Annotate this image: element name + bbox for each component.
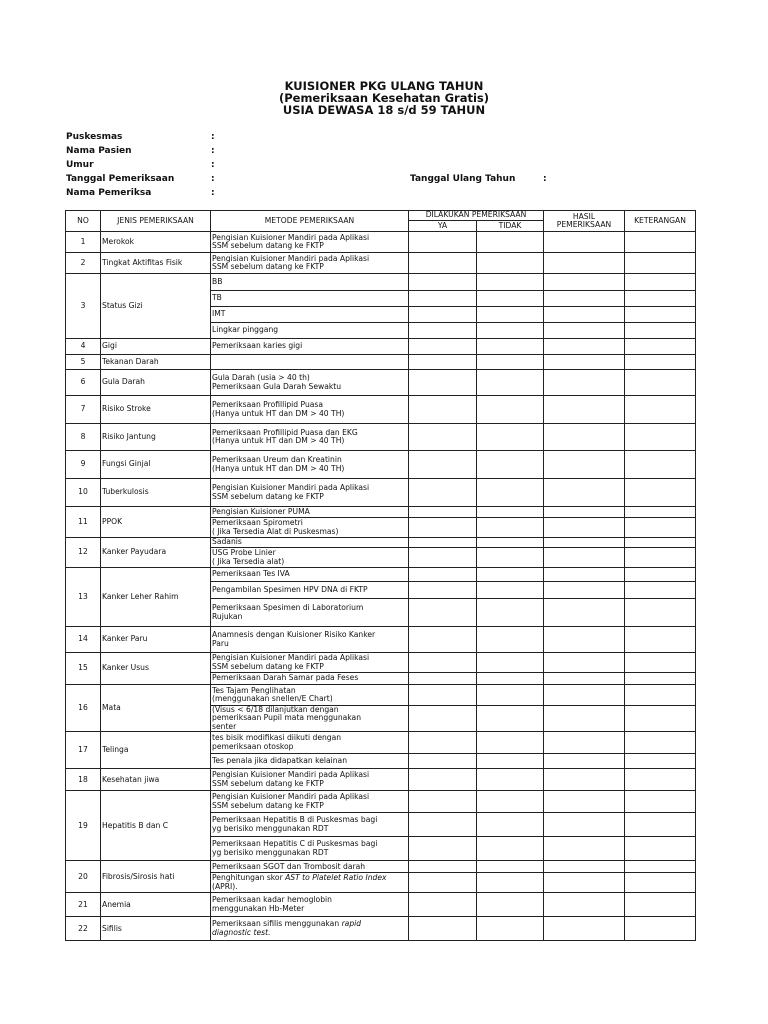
table-row xyxy=(66,627,696,653)
exam-method: Pengisian Kuisioner Mandiri pada Aplikasi SSM sebelum datang ke FKTP xyxy=(211,232,409,253)
hasil-cell[interactable] xyxy=(544,538,625,548)
hasil-cell[interactable] xyxy=(544,599,625,627)
patient-info xyxy=(66,130,686,200)
method-text-italic: AST to Platelet Ratio Index xyxy=(285,873,387,883)
keterangan-cell[interactable] xyxy=(625,339,696,355)
table-row xyxy=(66,538,696,548)
row-number: 10 xyxy=(66,479,101,507)
header-hasil: HASIL PEMERIKSAAN xyxy=(544,211,625,232)
keterangan-cell[interactable] xyxy=(625,769,696,791)
tidak-cell[interactable] xyxy=(477,873,544,893)
keterangan-cell[interactable] xyxy=(625,627,696,653)
nama-pasien-label: Nama Pasien xyxy=(66,146,132,156)
hasil-cell[interactable] xyxy=(544,706,625,732)
ya-cell[interactable] xyxy=(409,307,477,323)
exam-type: Status Gizi xyxy=(101,274,211,339)
table-row xyxy=(66,370,696,396)
exam-method: Pemeriksaan kadar hemoglobin menggunakan Hb-Meter xyxy=(211,893,409,917)
table-row xyxy=(66,396,696,424)
tidak-cell[interactable] xyxy=(477,754,544,769)
ya-cell[interactable] xyxy=(409,232,477,253)
umur-label: Umur xyxy=(66,160,94,170)
exam-method: Pemeriksaan Hepatitis C di Puskesmas bagi yg berisiko menggunakan RDT xyxy=(211,837,409,861)
table-row xyxy=(66,917,696,941)
keterangan-cell[interactable] xyxy=(625,548,696,568)
keterangan-cell[interactable] xyxy=(625,685,696,706)
ya-cell[interactable] xyxy=(409,706,477,732)
table-row xyxy=(66,685,696,706)
tidak-cell[interactable] xyxy=(477,339,544,355)
hasil-cell[interactable] xyxy=(544,732,625,754)
hasil-cell[interactable] xyxy=(544,685,625,706)
header-dilakukan: DILAKUKAN PEMERIKSAAN xyxy=(409,211,544,221)
ya-cell[interactable] xyxy=(409,873,477,893)
ya-cell[interactable] xyxy=(409,837,477,861)
keterangan-cell[interactable] xyxy=(625,893,696,917)
row-number: 4 xyxy=(66,339,101,355)
exam-method: Pemeriksaan karies gigi xyxy=(211,339,409,355)
tidak-cell[interactable] xyxy=(477,861,544,873)
exam-type: Kesehatan jiwa xyxy=(101,769,211,791)
keterangan-cell[interactable] xyxy=(625,732,696,754)
keterangan-cell[interactable] xyxy=(625,370,696,396)
tidak-cell[interactable] xyxy=(477,274,544,291)
keterangan-cell[interactable] xyxy=(625,323,696,339)
ya-cell[interactable] xyxy=(409,861,477,873)
colon: : xyxy=(211,132,215,142)
tidak-cell[interactable] xyxy=(477,291,544,307)
info-row-puskesmas xyxy=(66,130,686,144)
tidak-cell[interactable] xyxy=(477,479,544,507)
row-number: 18 xyxy=(66,769,101,791)
table-row xyxy=(66,568,696,582)
header-tidak: TIDAK xyxy=(477,221,544,232)
row-number: 11 xyxy=(66,507,101,538)
hasil-cell[interactable] xyxy=(544,791,625,813)
exam-type: Risiko Jantung xyxy=(101,424,211,451)
hasil-cell[interactable] xyxy=(544,518,625,538)
ya-cell[interactable] xyxy=(409,291,477,307)
exam-method: Pengisian Kuisioner Mandiri pada Aplikasi SSM sebelum datang ke FKTP xyxy=(211,769,409,791)
info-row-tanggal xyxy=(66,172,686,186)
keterangan-cell[interactable] xyxy=(625,424,696,451)
exam-method: TB xyxy=(211,291,409,307)
ya-cell[interactable] xyxy=(409,538,477,548)
table-row xyxy=(66,732,696,754)
exam-method: Pengisian Kuisioner Mandiri pada Aplikasi SSM sebelum datang ke FKTP xyxy=(211,791,409,813)
table-row xyxy=(66,355,696,370)
ya-cell[interactable] xyxy=(409,274,477,291)
keterangan-cell[interactable] xyxy=(625,791,696,813)
keterangan-cell[interactable] xyxy=(625,837,696,861)
keterangan-cell[interactable] xyxy=(625,253,696,274)
exam-method xyxy=(211,917,409,941)
keterangan-cell[interactable] xyxy=(625,813,696,837)
exam-method xyxy=(211,355,409,370)
tidak-cell[interactable] xyxy=(477,424,544,451)
form-age-group: USIA DEWASA 18 s/d 59 TAHUN xyxy=(282,103,486,117)
tidak-cell[interactable] xyxy=(477,451,544,479)
hasil-cell[interactable] xyxy=(544,837,625,861)
hasil-cell[interactable] xyxy=(544,307,625,323)
hasil-cell[interactable] xyxy=(544,451,625,479)
tidak-cell[interactable] xyxy=(477,323,544,339)
hasil-cell[interactable] xyxy=(544,339,625,355)
exam-method: (Visus < 6/18 dilanjutkan dengan pemeriksaan Pupil mata menggunakan senter xyxy=(211,706,409,732)
ya-cell[interactable] xyxy=(409,253,477,274)
exam-method: Pemeriksaan Hepatitis B di Puskesmas bagi yg berisiko menggunakan RDT xyxy=(211,813,409,837)
tidak-cell[interactable] xyxy=(477,538,544,548)
examination-table xyxy=(65,210,696,941)
exam-type: Mata xyxy=(101,685,211,732)
tidak-cell[interactable] xyxy=(477,548,544,568)
exam-method: Pemeriksaan SGOT dan Trombosit darah xyxy=(211,861,409,873)
tidak-cell[interactable] xyxy=(477,582,544,599)
ya-cell[interactable] xyxy=(409,548,477,568)
exam-method: Pemeriksaan Spesimen di Laboratorium Rujukan xyxy=(211,599,409,627)
exam-type: Fibrosis/Sirosis hati xyxy=(101,861,211,893)
ya-cell[interactable] xyxy=(409,479,477,507)
tidak-cell[interactable] xyxy=(477,355,544,370)
tidak-cell[interactable] xyxy=(477,732,544,754)
exam-method: Pemeriksaan Profillipid Puasa (Hanya untuk HT dan DM > 40 TH) xyxy=(211,396,409,424)
exam-type: Merokok xyxy=(101,232,211,253)
info-row-umur xyxy=(66,158,686,172)
exam-method: tes bisik modifikasi diikuti dengan pemeriksaan otoskop xyxy=(211,732,409,754)
hasil-cell[interactable] xyxy=(544,507,625,518)
hasil-cell[interactable] xyxy=(544,917,625,941)
method-text-italic: rapid xyxy=(341,919,362,929)
ya-cell[interactable] xyxy=(409,451,477,479)
tidak-cell[interactable] xyxy=(477,507,544,518)
ya-cell[interactable] xyxy=(409,568,477,582)
puskesmas-label: Puskesmas xyxy=(66,132,123,142)
exam-type: PPOK xyxy=(101,507,211,538)
hasil-cell[interactable] xyxy=(544,323,625,339)
hasil-cell[interactable] xyxy=(544,893,625,917)
tidak-cell[interactable] xyxy=(477,917,544,941)
hasil-cell[interactable] xyxy=(544,673,625,685)
keterangan-cell[interactable] xyxy=(625,873,696,893)
keterangan-cell[interactable] xyxy=(625,355,696,370)
exam-type: Tuberkulosis xyxy=(101,479,211,507)
table-row xyxy=(66,424,696,451)
hasil-cell[interactable] xyxy=(544,396,625,424)
tidak-cell[interactable] xyxy=(477,893,544,917)
ya-cell[interactable] xyxy=(409,582,477,599)
keterangan-cell[interactable] xyxy=(625,538,696,548)
hasil-cell[interactable] xyxy=(544,813,625,837)
exam-method: Pengisian Kuisioner PUMA xyxy=(211,507,409,518)
info-row-nama-pasien xyxy=(66,144,686,158)
hasil-cell[interactable] xyxy=(544,274,625,291)
table-row xyxy=(66,791,696,813)
table-row xyxy=(66,653,696,673)
tidak-cell[interactable] xyxy=(477,518,544,538)
ya-cell[interactable] xyxy=(409,339,477,355)
exam-type: Gula Darah xyxy=(101,370,211,396)
keterangan-cell[interactable] xyxy=(625,274,696,291)
exam-method: Anamnesis dengan Kuisioner Risiko Kanker Paru xyxy=(211,627,409,653)
hasil-cell[interactable] xyxy=(544,424,625,451)
hasil-cell[interactable] xyxy=(544,873,625,893)
exam-method: Tes Tajam Penglihatan (menggunakan snellen/E Chart) xyxy=(211,685,409,706)
row-number: 2 xyxy=(66,253,101,274)
header-no: NO xyxy=(66,211,101,232)
exam-method: Pemeriksaan Spirometri ( Jika Tersedia Alat di Puskesmas) xyxy=(211,518,409,538)
hasil-cell[interactable] xyxy=(544,861,625,873)
hasil-cell[interactable] xyxy=(544,627,625,653)
table-row xyxy=(66,769,696,791)
method-text-italic: diagnostic test. xyxy=(212,927,271,937)
colon: : xyxy=(211,188,215,198)
ya-cell[interactable] xyxy=(409,599,477,627)
keterangan-cell[interactable] xyxy=(625,507,696,518)
hasil-cell[interactable] xyxy=(544,769,625,791)
ya-cell[interactable] xyxy=(409,653,477,673)
method-text: Penghitungan skor xyxy=(212,873,286,883)
row-number: 22 xyxy=(66,917,101,941)
row-number: 5 xyxy=(66,355,101,370)
ya-cell[interactable] xyxy=(409,917,477,941)
hasil-cell[interactable] xyxy=(544,548,625,568)
exam-type: Kanker Paru xyxy=(101,627,211,653)
ya-cell[interactable] xyxy=(409,893,477,917)
row-number: 17 xyxy=(66,732,101,769)
exam-type: Tingkat Aktifitas Fisik xyxy=(101,253,211,274)
row-number: 16 xyxy=(66,685,101,732)
ya-cell[interactable] xyxy=(409,769,477,791)
row-number: 15 xyxy=(66,653,101,685)
keterangan-cell[interactable] xyxy=(625,653,696,673)
info-row-nama-pemeriksa xyxy=(66,186,686,200)
row-number: 1 xyxy=(66,232,101,253)
exam-type: Gigi xyxy=(101,339,211,355)
exam-type: Kanker Payudara xyxy=(101,538,211,568)
colon: : xyxy=(211,174,215,184)
row-number: 9 xyxy=(66,451,101,479)
exam-method: Lingkar pinggang xyxy=(211,323,409,339)
keterangan-cell[interactable] xyxy=(625,568,696,582)
ya-cell[interactable] xyxy=(409,754,477,769)
ya-cell[interactable] xyxy=(409,507,477,518)
exam-method: Pemeriksaan Darah Samar pada Feses xyxy=(211,673,409,685)
colon: : xyxy=(543,174,547,184)
exam-type: Kanker Leher Rahim xyxy=(101,568,211,627)
ya-cell[interactable] xyxy=(409,732,477,754)
tidak-cell[interactable] xyxy=(477,769,544,791)
exam-method: Gula Darah (usia > 40 th) Pemeriksaan Gula Darah Sewaktu xyxy=(211,370,409,396)
exam-method: Tes penala jika didapatkan kelainan xyxy=(211,754,409,769)
hasil-cell[interactable] xyxy=(544,253,625,274)
row-number: 8 xyxy=(66,424,101,451)
keterangan-cell[interactable] xyxy=(625,307,696,323)
colon: : xyxy=(211,146,215,156)
tidak-cell[interactable] xyxy=(477,307,544,323)
keterangan-cell[interactable] xyxy=(625,917,696,941)
keterangan-cell[interactable] xyxy=(625,754,696,769)
exam-method: Pemeriksaan Profillipid Puasa dan EKG (Hanya untuk HT dan DM > 40 TH) xyxy=(211,424,409,451)
exam-method: Sadanis xyxy=(211,538,409,548)
table-row xyxy=(66,339,696,355)
exam-type: Hepatitis B dan C xyxy=(101,791,211,861)
keterangan-cell[interactable] xyxy=(625,451,696,479)
header-jenis: JENIS PEMERIKSAAN xyxy=(101,211,211,232)
tidak-cell[interactable] xyxy=(477,685,544,706)
row-number: 20 xyxy=(66,861,101,893)
tidak-cell[interactable] xyxy=(477,813,544,837)
header-ya: YA xyxy=(409,221,477,232)
keterangan-cell[interactable] xyxy=(625,291,696,307)
row-number: 3 xyxy=(66,274,101,339)
tidak-cell[interactable] xyxy=(477,653,544,673)
keterangan-cell[interactable] xyxy=(625,518,696,538)
exam-type: Kanker Usus xyxy=(101,653,211,685)
exam-type: Sifilis xyxy=(101,917,211,941)
ya-cell[interactable] xyxy=(409,396,477,424)
exam-type: Anemia xyxy=(101,893,211,917)
tidak-cell[interactable] xyxy=(477,706,544,732)
exam-method: Pemeriksaan Ureum dan Kreatinin (Hanya untuk HT dan DM > 40 TH) xyxy=(211,451,409,479)
row-number: 12 xyxy=(66,538,101,568)
form-subtitle: (Pemeriksaan Kesehatan Gratis) xyxy=(278,91,490,105)
keterangan-cell[interactable] xyxy=(625,232,696,253)
table-row xyxy=(66,274,696,291)
tanggal-pemeriksaan-label: Tanggal Pemeriksaan xyxy=(66,174,175,184)
keterangan-cell[interactable] xyxy=(625,706,696,732)
exam-method: Pengisian Kuisioner Mandiri pada Aplikasi SSM sebelum datang ke FKTP xyxy=(211,479,409,507)
hasil-cell[interactable] xyxy=(544,370,625,396)
hasil-cell[interactable] xyxy=(544,479,625,507)
header-keterangan: KETERANGAN xyxy=(625,211,696,232)
header-metode: METODE PEMERIKSAAN xyxy=(211,211,409,232)
ya-cell[interactable] xyxy=(409,685,477,706)
hasil-cell[interactable] xyxy=(544,582,625,599)
method-text: (APRI). xyxy=(212,881,238,891)
tidak-cell[interactable] xyxy=(477,837,544,861)
keterangan-cell[interactable] xyxy=(625,396,696,424)
table-row xyxy=(66,507,696,518)
row-number: 7 xyxy=(66,396,101,424)
table-row xyxy=(66,253,696,274)
tidak-cell[interactable] xyxy=(477,253,544,274)
table-row xyxy=(66,861,696,873)
table-row xyxy=(66,479,696,507)
exam-method: USG Probe Linier ( Jika Tersedia alat) xyxy=(211,548,409,568)
tanggal-ulang-tahun-label: Tanggal Ulang Tahun xyxy=(410,174,516,184)
ya-cell[interactable] xyxy=(409,813,477,837)
row-number: 14 xyxy=(66,627,101,653)
ya-cell[interactable] xyxy=(409,355,477,370)
hasil-cell[interactable] xyxy=(544,291,625,307)
colon: : xyxy=(211,160,215,170)
row-number: 13 xyxy=(66,568,101,627)
exam-type: Risiko Stroke xyxy=(101,396,211,424)
nama-pemeriksa-label: Nama Pemeriksa xyxy=(66,188,152,198)
exam-type: Fungsi Ginjal xyxy=(101,451,211,479)
keterangan-cell[interactable] xyxy=(625,582,696,599)
exam-method: Pengisian Kuisioner Mandiri pada Aplikasi SSM sebelum datang ke FKTP xyxy=(211,653,409,673)
ya-cell[interactable] xyxy=(409,518,477,538)
hasil-cell[interactable] xyxy=(544,568,625,582)
hasil-cell[interactable] xyxy=(544,653,625,673)
exam-type: Tekanan Darah xyxy=(101,355,211,370)
row-number: 19 xyxy=(66,791,101,861)
tidak-cell[interactable] xyxy=(477,599,544,627)
exam-method: IMT xyxy=(211,307,409,323)
method-text: Pemeriksaan sifilis menggunakan xyxy=(212,919,342,929)
keterangan-cell[interactable] xyxy=(625,479,696,507)
table-row xyxy=(66,232,696,253)
tidak-cell[interactable] xyxy=(477,673,544,685)
keterangan-cell[interactable] xyxy=(625,599,696,627)
hasil-cell[interactable] xyxy=(544,355,625,370)
ya-cell[interactable] xyxy=(409,424,477,451)
keterangan-cell[interactable] xyxy=(625,861,696,873)
hasil-cell[interactable] xyxy=(544,232,625,253)
keterangan-cell[interactable] xyxy=(625,673,696,685)
tidak-cell[interactable] xyxy=(477,627,544,653)
tidak-cell[interactable] xyxy=(477,396,544,424)
row-number: 21 xyxy=(66,893,101,917)
tidak-cell[interactable] xyxy=(477,232,544,253)
tidak-cell[interactable] xyxy=(477,791,544,813)
tidak-cell[interactable] xyxy=(477,568,544,582)
exam-method: Pengisian Kuisioner Mandiri pada Aplikasi SSM sebelum datang ke FKTP xyxy=(211,253,409,274)
form-title: KUISIONER PKG ULANG TAHUN xyxy=(284,79,484,93)
exam-method: Pemeriksaan Tes IVA xyxy=(211,568,409,582)
ya-cell[interactable] xyxy=(409,673,477,685)
table-row xyxy=(66,451,696,479)
row-number: 6 xyxy=(66,370,101,396)
table-row xyxy=(66,893,696,917)
exam-type: Telinga xyxy=(101,732,211,769)
ya-cell[interactable] xyxy=(409,791,477,813)
exam-method: Pengambilan Spesimen HPV DNA di FKTP xyxy=(211,582,409,599)
exam-method xyxy=(211,873,409,893)
tidak-cell[interactable] xyxy=(477,370,544,396)
ya-cell[interactable] xyxy=(409,627,477,653)
exam-method: BB xyxy=(211,274,409,291)
ya-cell[interactable] xyxy=(409,323,477,339)
hasil-cell[interactable] xyxy=(544,754,625,769)
ya-cell[interactable] xyxy=(409,370,477,396)
